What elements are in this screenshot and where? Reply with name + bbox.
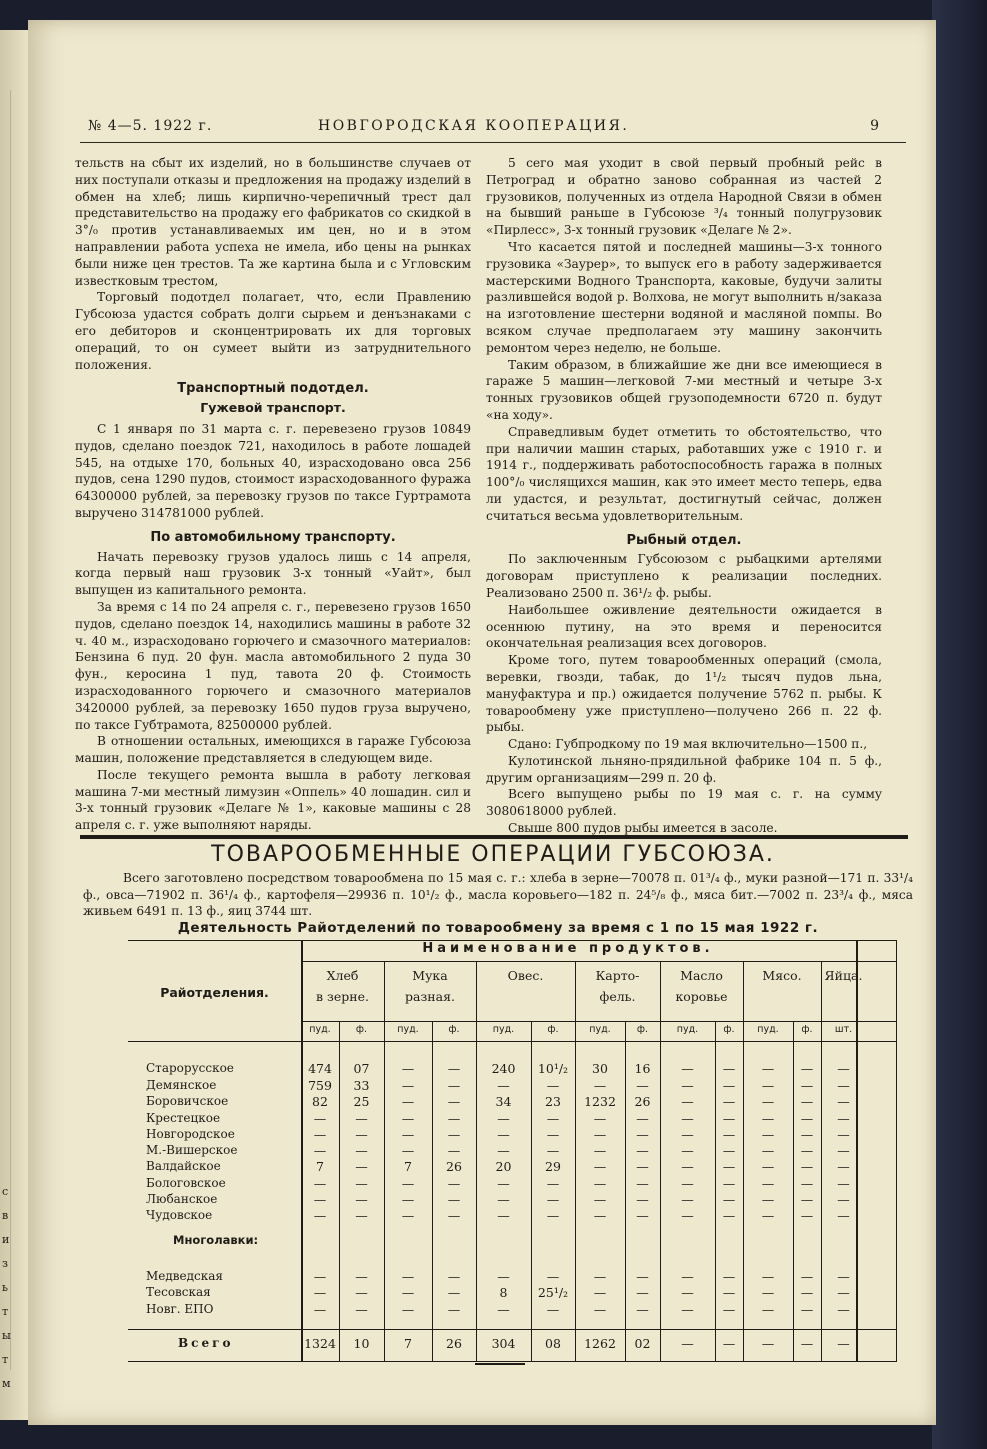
table-cell: —	[761, 1094, 775, 1109]
table-cell: —	[636, 1208, 649, 1223]
table-cell: —	[722, 1285, 736, 1300]
total-cell: —	[800, 1336, 814, 1351]
unit-label: ф.	[355, 1024, 368, 1035]
table-cell: —	[761, 1061, 775, 1076]
paragraph: Начать перевозку грузов удалось лишь с 14 апреля, когда первый наш грузовик 3-х тонный «Уайт», был выпущен из капитального ремонта.	[75, 549, 471, 598]
table-cell: —	[447, 1302, 461, 1317]
table-cell: 23	[545, 1094, 561, 1109]
row-label: Демянское	[146, 1078, 217, 1092]
page-fragment-letter: ь	[2, 1281, 8, 1294]
paragraph: Сдано: Губпродкому по 19 мая включительно—1500 п.,	[508, 737, 868, 752]
table-cell: —	[761, 1285, 775, 1300]
table-cell: —	[447, 1269, 461, 1284]
table-cell: —	[636, 1111, 649, 1126]
table-cell: —	[546, 1078, 560, 1093]
total-rule	[128, 1329, 896, 1330]
table-cell: —	[313, 1143, 327, 1158]
table-cell: —	[722, 1176, 736, 1191]
table-cell: —	[313, 1269, 327, 1284]
table-cell: —	[401, 1192, 415, 1207]
table-cell: —	[546, 1269, 560, 1284]
total-cell: —	[681, 1336, 694, 1351]
table-cell: 25	[353, 1094, 370, 1109]
paragraph: Наибольшее оживление деятельности ожидается в осеннюю путину, на это время и переносится окончательная реализация всех договоров.	[486, 602, 882, 651]
table-cell: 33	[353, 1078, 370, 1093]
table-cell: —	[837, 1094, 850, 1109]
section-rule	[80, 835, 908, 839]
table-cell: —	[593, 1078, 607, 1093]
row-label: Новг. ЕПО	[146, 1302, 214, 1316]
table-title: Деятельность Райотделений по товарообмену за время с 1 по 15 мая 1922 г.	[177, 920, 819, 936]
paragraph: Таким образом, в ближайшие же дни все имеющиеся в гараже 5 машин—легковой 7-ми местный и четыре 3-х тонных грузовиков общей грузоподемности 6720 п. будут «на ходу».	[486, 357, 882, 422]
row-label: М.-Вишерское	[146, 1143, 238, 1157]
paragraph: Что касается пятой и последней машины—3-х тонного грузовика «Заурер», то выпуск его в работу задерживается мастерскими Водного Транспорта, каковые, будучи залиты разлившейся водой р. Волхова, не могут выполнить н/заказа на изготовление шестерни водяной и масляной помпы. Во всяком случае предполагаем эту машину закончить ремонтом через неделю, не больше.	[486, 239, 882, 355]
product-header: фель.	[599, 989, 636, 1004]
table-cell: —	[355, 1285, 368, 1300]
row-label: Боровичское	[146, 1094, 229, 1108]
table-cell: 25¹/₂	[537, 1285, 569, 1300]
table-cell: —	[837, 1111, 850, 1126]
table-cell: —	[355, 1208, 368, 1223]
table-cell: —	[447, 1176, 461, 1191]
table-row-rule	[128, 1041, 896, 1042]
product-header: Мясо.	[762, 968, 802, 983]
table-cell: —	[636, 1127, 649, 1142]
table-cell: —	[593, 1176, 607, 1191]
table-cell: —	[722, 1094, 736, 1109]
row-label: Валдайское	[146, 1159, 221, 1173]
paragraph: Свыше 800 пудов рыбы имеется в засоле.	[508, 821, 778, 836]
product-header: Масло	[680, 968, 723, 983]
table-cell: —	[355, 1127, 368, 1142]
table-cell: —	[722, 1208, 736, 1223]
table-cell: —	[447, 1208, 461, 1223]
table-cell: —	[837, 1192, 850, 1207]
table-cell: —	[401, 1208, 415, 1223]
table-cell: —	[593, 1285, 607, 1300]
total-cell: 10	[353, 1336, 370, 1351]
section-title: ТОВАРООБМЕННЫЕ ОПЕРАЦИИ ГУБСОЮЗА.	[211, 842, 775, 867]
table-cell: —	[497, 1127, 510, 1142]
table-cell: 1232	[584, 1094, 616, 1109]
table-cell: —	[546, 1143, 560, 1158]
row-label: Чудовское	[146, 1208, 213, 1222]
table-cell: —	[546, 1192, 560, 1207]
table-cell: —	[636, 1176, 649, 1191]
paragraph: За время с 14 по 24 апреля с. г., перевезено грузов 1650 пудов, сделано поездок 14, находились машины в работе 32 ч. 40 м., израсходовано горючего и смазочного материалов: Бензина 6 пуд. 20 фун. масла автомобильного 2 пуда 30 фун., керосина 1 пуд, тавота 20 ф. Стоимость израсходованного горючего и смазочного материалов 3420000 рублей, за перевозку 1650 пудов груза выручено, по таксе Губтрамота, 82500000 рублей.	[75, 599, 471, 732]
table-cell: —	[497, 1078, 510, 1093]
table-cell: —	[401, 1111, 415, 1126]
table-cell: —	[401, 1269, 415, 1284]
table-cell: —	[837, 1061, 850, 1076]
table-cell: —	[837, 1269, 850, 1284]
subsection-heading: Гужевой транспорт.	[200, 400, 346, 416]
unit-label: ф.	[801, 1024, 813, 1035]
table-cell: —	[497, 1269, 510, 1284]
unit-label: шт.	[834, 1024, 853, 1035]
table-cell: —	[497, 1302, 510, 1317]
unit-label: пуд.	[309, 1024, 331, 1035]
journal-title: НОВГОРОДСКАЯ КООПЕРАЦИЯ.	[318, 118, 630, 134]
paragraph: Кулотинской льняно-прядильной фабрике 104 п. 5 ф., другим организациям—299 п. 20 ф.	[486, 753, 882, 785]
table-cell: —	[313, 1192, 327, 1207]
page-number: 9	[870, 118, 880, 134]
table-cell: —	[593, 1302, 607, 1317]
table-cell: —	[681, 1302, 694, 1317]
table-cell: —	[447, 1285, 461, 1300]
table-cell: —	[761, 1302, 775, 1317]
book-binding	[932, 0, 987, 1449]
page-fragment-letter: и	[2, 1233, 10, 1246]
table-group-header: Наименование продуктов.	[422, 941, 714, 956]
table-cell: —	[800, 1111, 814, 1126]
group-label: Многолавки:	[173, 1233, 259, 1247]
product-header: Мука	[412, 968, 448, 983]
table-cell: —	[355, 1111, 368, 1126]
table-cell: —	[800, 1302, 814, 1317]
unit-label: ф.	[723, 1024, 735, 1035]
table-cell: —	[837, 1143, 850, 1158]
table-cell: —	[355, 1159, 368, 1174]
exchange-table	[128, 940, 897, 1362]
table-cell: —	[761, 1078, 775, 1093]
page-fragment-letter: с	[2, 1185, 9, 1198]
table-cell: —	[722, 1111, 736, 1126]
table-cell: —	[681, 1127, 694, 1142]
header-rule	[80, 142, 906, 143]
table-cell: —	[636, 1269, 649, 1284]
table-cell: 10¹/₂	[537, 1061, 569, 1076]
table-cell: —	[761, 1176, 775, 1191]
table-cell: 29	[545, 1159, 561, 1174]
table-cell: —	[837, 1176, 850, 1191]
paragraph: С 1 января по 31 марта с. г. перевезено грузов 10849 пудов, сделано поездок 721, находилось в работе лошадей 545, на отдыхе 170, больных 40, израсходовано овса 256 пудов, сена 1290 пудов, стоимост израсходованного фуража 64300000 рублей, за перевозку грузов по таксе Гуртрамота выручено 314781000 рублей.	[75, 421, 471, 520]
left-column	[75, 155, 471, 834]
total-cell: 02	[634, 1336, 651, 1351]
left-page-fragment	[2, 1180, 16, 1396]
table-cell: —	[313, 1176, 327, 1191]
paragraph: Кроме того, путем товарообменных операций (смола, веревки, гвозди, табак, до 1¹/₂ тысяч пудов льна, мануфактура и пр.) ожидается получение 5762 п. рыбы. К товарообмену уже приступлено—получено 266 п. 22 ф. рыбы.	[486, 653, 882, 735]
table-cell: —	[497, 1192, 510, 1207]
row-label: Бологовское	[146, 1176, 226, 1190]
running-header	[88, 118, 888, 140]
table-cell: —	[447, 1143, 461, 1158]
table-cell: —	[800, 1208, 814, 1223]
table-cell: 474	[308, 1061, 332, 1076]
table-cell: —	[722, 1159, 736, 1174]
table-cell: —	[546, 1208, 560, 1223]
table-cell: —	[355, 1269, 368, 1284]
total-cell: 7	[404, 1336, 412, 1351]
table-cell: —	[636, 1143, 649, 1158]
table-cell: —	[722, 1143, 736, 1158]
row-label: Новгородское	[146, 1127, 235, 1141]
table-cell: —	[681, 1192, 694, 1207]
table-cell: —	[722, 1302, 736, 1317]
table-cell: —	[401, 1094, 415, 1109]
table-cell: —	[593, 1208, 607, 1223]
table-cell: —	[722, 1192, 736, 1207]
table-cell: —	[837, 1127, 850, 1142]
table-cell: —	[681, 1269, 694, 1284]
total-cell: —	[761, 1336, 775, 1351]
paragraph: В отношении остальных, имеющихся в гараже Губсоюза машин, положение представляется в следующем виде.	[75, 734, 471, 766]
table-cell: —	[401, 1285, 415, 1300]
table-cell: —	[313, 1285, 327, 1300]
paragraph: После текущего ремонта вышла в работу легковая машина 7-ми местный лимузин «Оппель» 40 лошадин. сил и 3-х тонный грузовик «Делаге № 1», каковые машины с 28 апреля с. г. уже выполняют наряды.	[75, 767, 471, 833]
table-cell: —	[636, 1159, 649, 1174]
table-cell: —	[593, 1143, 607, 1158]
table-cell: —	[837, 1078, 850, 1093]
paragraph: Всего выпущено рыбы по 19 мая с. г. на сумму 3080618000 рублей.	[486, 787, 882, 819]
table-cell: 16	[634, 1061, 651, 1076]
table-cell: —	[593, 1192, 607, 1207]
paragraph: Справедливым будет отметить то обстоятельство, что при наличии машин старых, работавших уже с 1910 г. и 1914 г., поддерживать работоспособность гаража в полных 100°/₀ числящихся машин, как это имеет место теперь, едва ли удастся, и результат, достигнутый сейчас, должен считаться весьма удовлетворительным.	[486, 424, 882, 523]
table-cell: —	[722, 1078, 736, 1093]
paragraph: По заключенным Губсоюзом с рыбацкими артелями договорам приступлено к реализации последних. Реализовано 2500 п. 36¹/₂ ф. рыбы.	[486, 552, 882, 600]
table-cell: —	[447, 1111, 461, 1126]
table-cell: 26	[634, 1094, 651, 1109]
table-cell: —	[593, 1269, 607, 1284]
table-cell: —	[447, 1061, 461, 1076]
table-cell: —	[593, 1127, 607, 1142]
page-fragment-letter: м	[2, 1377, 11, 1390]
table-row-header: Райотделения.	[160, 985, 269, 1000]
table-cell: —	[447, 1094, 461, 1109]
product-header: в зерне.	[316, 989, 369, 1004]
section-intro: Всего заготовлено посредством товарообмена по 15 мая с. г.: хлеба в зерне—70078 п. 01³/₄ ф., муки разной—171 п. 33¹/₄ ф., овса—71902 п. 36¹/₄ ф., картофеля—29936 п. 10¹/₂ ф., масла коровьего—182 п. 24⁵/₈ ф., мяса бит.—7002 п. 23³/₄ ф., мяса живьем 6491 п. 13 ф., яиц 3744 шт.	[83, 871, 913, 918]
table-row-rule	[301, 1021, 896, 1022]
table-cell: —	[447, 1078, 461, 1093]
table-cell: —	[681, 1285, 694, 1300]
table-cell: 34	[495, 1094, 512, 1109]
product-header: Карто-	[595, 968, 640, 983]
table-cell: —	[313, 1208, 327, 1223]
table-cell: —	[722, 1269, 736, 1284]
right-column	[486, 155, 882, 837]
section-heading: Рыбный отдел.	[626, 532, 742, 548]
page-fragment-letter: в	[2, 1209, 9, 1222]
table-cell: —	[761, 1143, 775, 1158]
total-cell: —	[722, 1336, 736, 1351]
total-cell: 1262	[584, 1336, 616, 1351]
table-cell: —	[546, 1302, 560, 1317]
table-cell: —	[800, 1078, 814, 1093]
table-cell: —	[800, 1285, 814, 1300]
table-row-rule	[301, 961, 896, 962]
table-cell: 7	[404, 1159, 412, 1174]
product-header: коровье	[675, 989, 728, 1004]
table-cell: —	[800, 1159, 814, 1174]
end-rule	[475, 1363, 525, 1365]
table-cell: —	[546, 1127, 560, 1142]
page-fragment-letter: т	[2, 1353, 9, 1366]
table-cell: —	[681, 1176, 694, 1191]
page-fragment-letter: з	[2, 1257, 8, 1270]
table-cell: —	[837, 1208, 850, 1223]
table-cell: —	[401, 1143, 415, 1158]
table-cell: —	[681, 1159, 694, 1174]
table-cell: —	[722, 1127, 736, 1142]
paragraph: тельств на сбыт их изделий, но в большинстве случаев от них поступали отказы и предложения на продажу изделий в обмен на хлеб; лишь кирпично-черепичный трест дал представительство на продажу его фабрикатов со скидкой в 3°/₀ против устанавливаемых им цен, но и в этом направлении работа успеха не имела, ибо цены на рынках были ниже цен трестов. Та же картина была и с Угловским известковым трестом,	[75, 156, 471, 288]
table-cell: —	[761, 1159, 775, 1174]
table-cell: —	[837, 1285, 850, 1300]
paragraph: Торговый подотдел полагает, что, если Правлению Губсоюза удастся собрать долги сырьем и денъзнаками с его дебиторов и сконцентрировать их для торговых операций, то он сумеет выйти из затруднительного положения.	[75, 290, 471, 372]
row-label: Всего	[178, 1336, 234, 1350]
table-cell: —	[636, 1302, 649, 1317]
unit-label: пуд.	[676, 1024, 699, 1035]
page-fragment-letter: ы	[2, 1329, 11, 1342]
table-cell: —	[681, 1111, 694, 1126]
product-header: Овес.	[507, 968, 544, 983]
row-label: Тесовская	[146, 1285, 211, 1299]
unit-label: пуд.	[589, 1024, 611, 1035]
table-cell: 20	[495, 1159, 512, 1174]
table-cell: —	[497, 1208, 510, 1223]
table-cell: —	[313, 1302, 327, 1317]
table-cell: —	[401, 1127, 415, 1142]
table-cell: —	[636, 1078, 649, 1093]
table-cell: 8	[499, 1285, 508, 1300]
table-cell: —	[636, 1192, 649, 1207]
unit-label: ф.	[448, 1024, 460, 1035]
table-cell: —	[800, 1143, 814, 1158]
table-cell: —	[497, 1111, 510, 1126]
table-cell: —	[497, 1143, 510, 1158]
table-cell: —	[761, 1208, 775, 1223]
table-cell: 82	[312, 1094, 328, 1109]
subsection-heading: По автомобильному транспорту.	[150, 529, 396, 545]
table-cell: 07	[353, 1061, 370, 1076]
table-cell: —	[837, 1302, 850, 1317]
table-cell: 759	[308, 1078, 332, 1093]
table-cell: —	[761, 1127, 775, 1142]
table-cell: —	[761, 1192, 775, 1207]
table-cell: —	[447, 1192, 461, 1207]
table-cell: —	[681, 1094, 694, 1109]
total-cell: 26	[446, 1336, 462, 1351]
table-cell: —	[761, 1111, 775, 1126]
table-cell: —	[546, 1111, 560, 1126]
table-cell: —	[800, 1127, 814, 1142]
table-cell: —	[447, 1127, 461, 1142]
table-cell: —	[800, 1269, 814, 1284]
table-cell: —	[636, 1285, 649, 1300]
table-cell: —	[593, 1111, 607, 1126]
section-heading: Транспортный подотдел.	[177, 381, 369, 397]
table-cell: —	[355, 1176, 368, 1191]
table-cell: 7	[316, 1159, 324, 1174]
product-header: Хлеб	[326, 968, 359, 983]
row-label: Старорусское	[146, 1061, 234, 1075]
table-cell: —	[401, 1176, 415, 1191]
table-cell: —	[355, 1143, 368, 1158]
table-cell: —	[593, 1159, 607, 1174]
unit-label: пуд.	[492, 1024, 515, 1035]
unit-label: пуд.	[397, 1024, 419, 1035]
row-label: Любанское	[146, 1192, 218, 1206]
table-cell: —	[681, 1078, 694, 1093]
total-cell: —	[837, 1336, 850, 1351]
table-cell: —	[401, 1078, 415, 1093]
table-cell: —	[761, 1269, 775, 1284]
product-header: разная.	[405, 989, 455, 1004]
issue-number: № 4—5. 1922 г.	[88, 118, 213, 134]
table-cell: —	[355, 1192, 368, 1207]
table-cell: —	[401, 1302, 415, 1317]
table-cell: 240	[491, 1061, 516, 1076]
table-cell: —	[800, 1061, 814, 1076]
unit-label: пуд.	[757, 1024, 779, 1035]
table-cell: —	[546, 1176, 560, 1191]
table-cell: —	[497, 1176, 510, 1191]
table-cell: —	[401, 1061, 415, 1076]
unit-label: ф.	[636, 1024, 649, 1035]
table-cell: 26	[446, 1159, 462, 1174]
total-cell: 08	[545, 1336, 561, 1351]
table-cell: —	[313, 1127, 327, 1142]
paragraph: 5 сего мая уходит в свой первый пробный рейс в Петроград и обратно заново собранная из частей 2 грузовиков, полученных из отдела Народной Связи в обмен на бывший раньше в Губсоюзе ³/₄ тонный полугрузовик «Пирлесс», 3-х тонный грузовик «Делаге № 2».	[486, 156, 882, 238]
page-fragment-letter: т	[2, 1305, 9, 1318]
row-label: Крестецкое	[146, 1111, 221, 1125]
page	[28, 20, 936, 1425]
table-cell: —	[800, 1192, 814, 1207]
table-cell: —	[800, 1094, 814, 1109]
total-cell: 1324	[304, 1336, 336, 1351]
table-cell: —	[800, 1176, 814, 1191]
table-cell: —	[313, 1111, 327, 1126]
table-cell: —	[681, 1143, 694, 1158]
table-cell: —	[837, 1159, 850, 1174]
table-cell: 30	[592, 1061, 608, 1076]
table-cell: —	[681, 1061, 694, 1076]
row-label: Медведская	[146, 1269, 223, 1283]
product-header: Яйца.	[824, 968, 863, 983]
unit-label: ф.	[547, 1024, 559, 1035]
table-cell: —	[355, 1302, 368, 1317]
total-cell: 304	[491, 1336, 516, 1351]
table-cell: —	[681, 1208, 694, 1223]
table-cell: —	[722, 1061, 736, 1076]
